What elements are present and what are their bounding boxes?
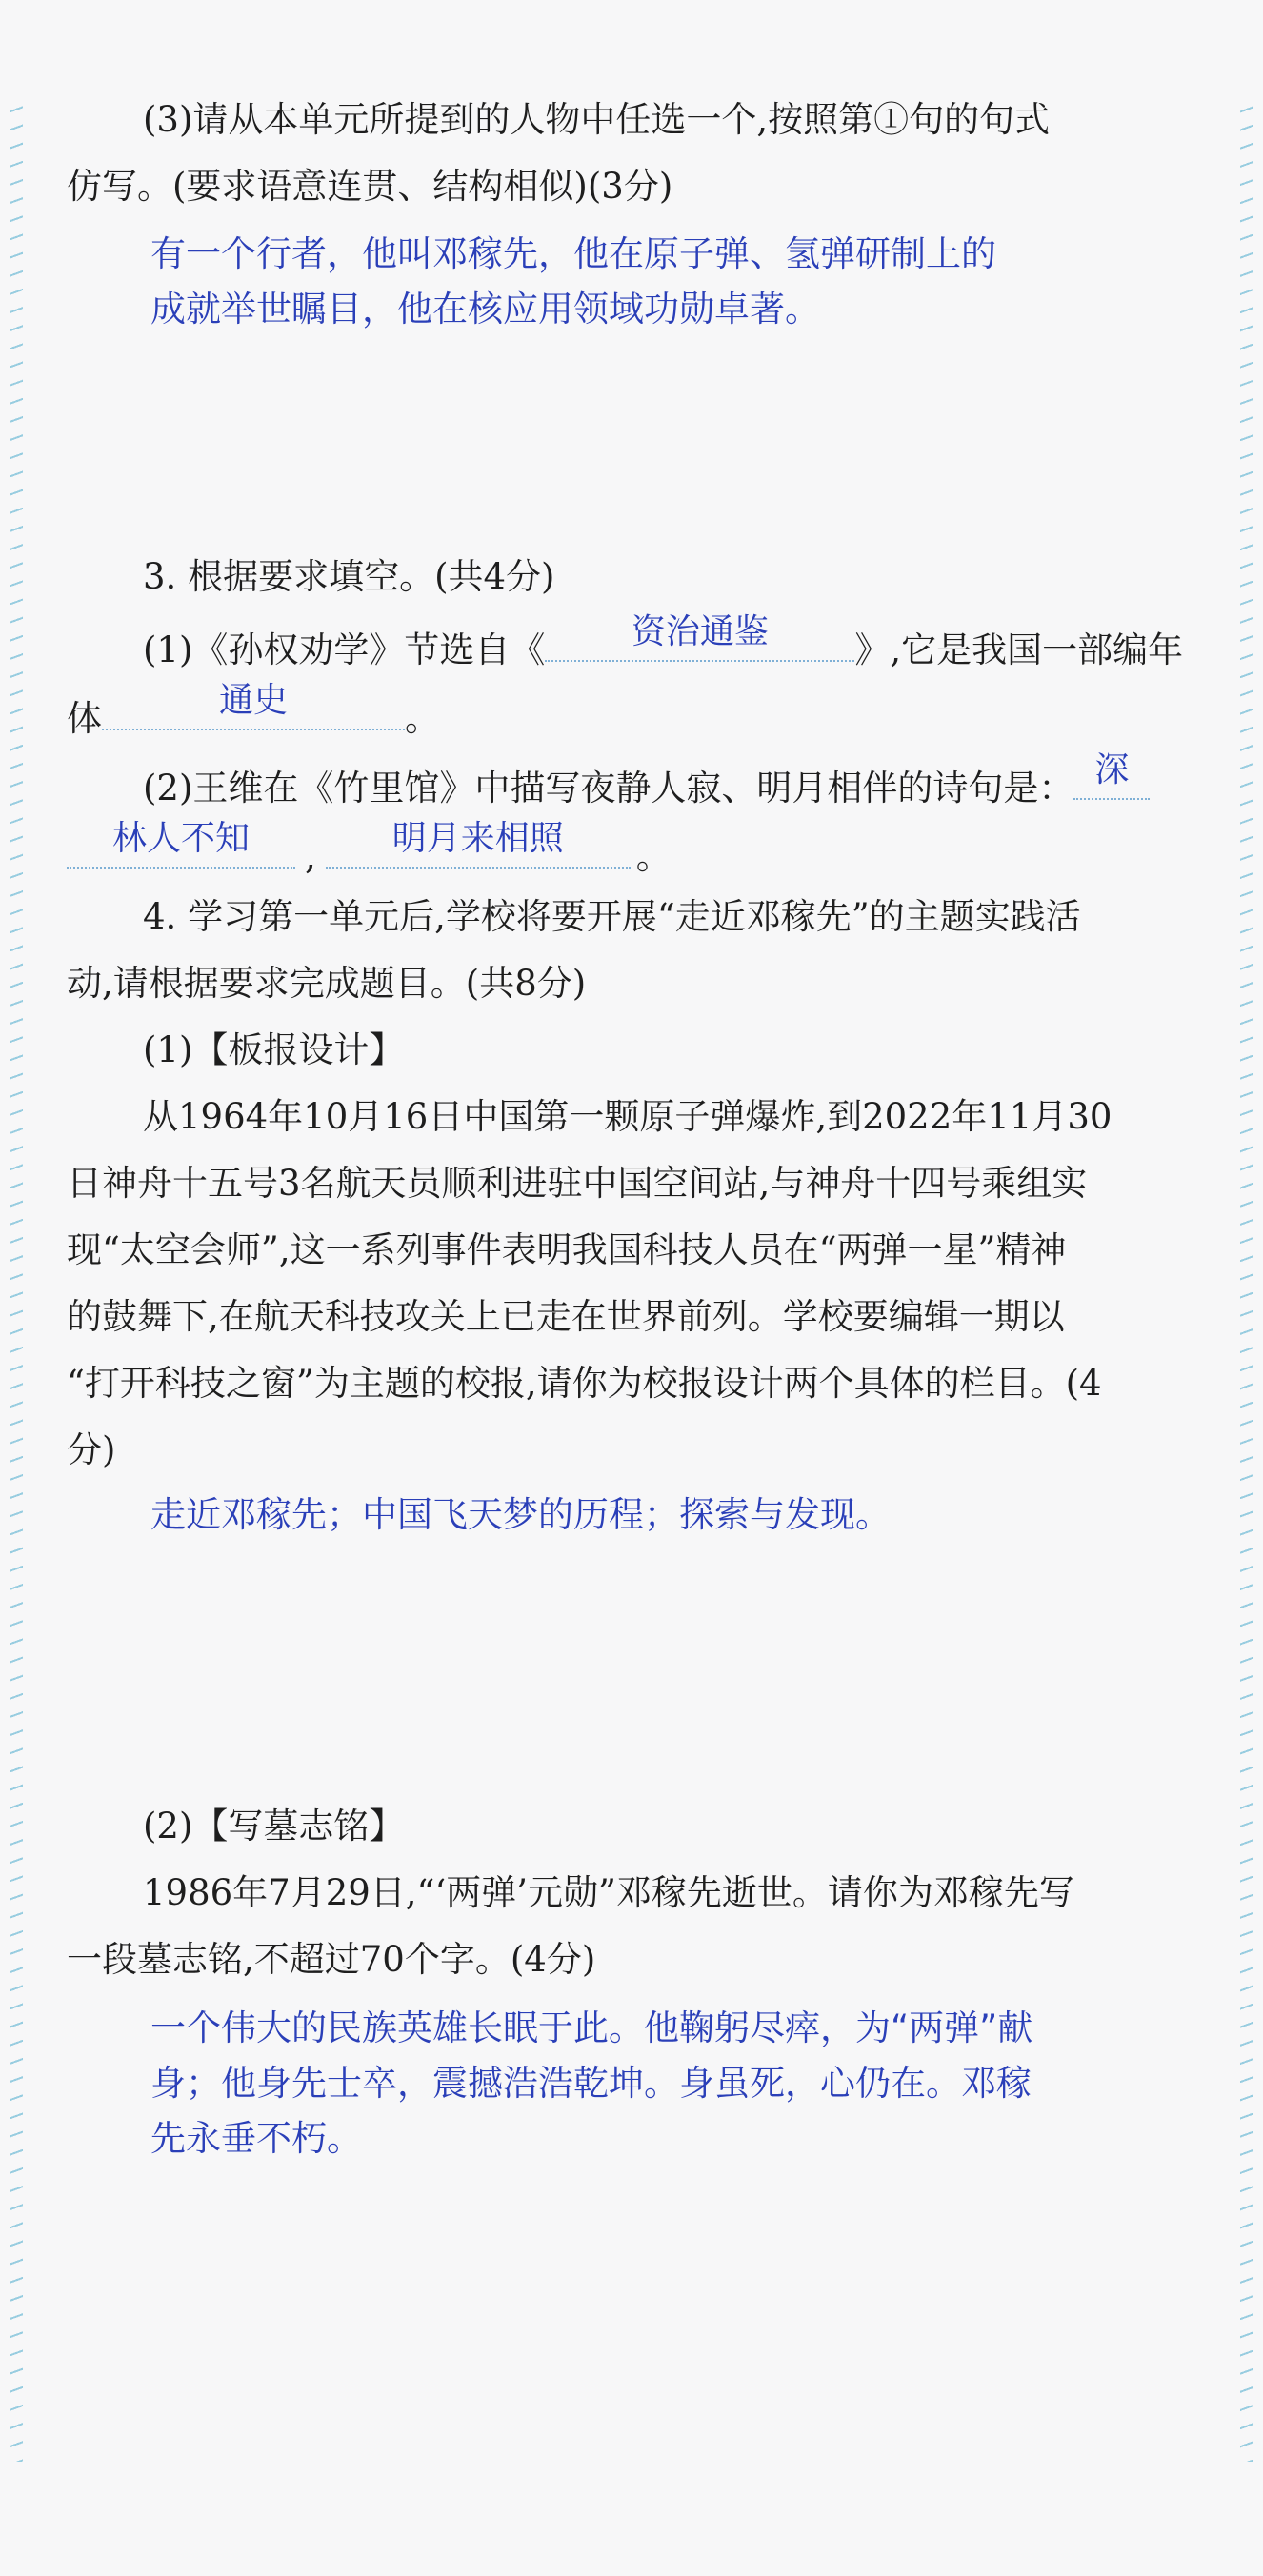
q4-1-text-line: “打开科技之窗”为主题的校报,请你为校报设计两个具体的栏目。(4 <box>67 1363 1102 1404</box>
q3-2-blank-1b-answer: 林人不知 <box>111 819 250 858</box>
q3-2-blank-1b <box>67 819 295 869</box>
q3-1-line2 <box>67 681 1205 741</box>
q3-2-blank-1a-answer: 深 <box>1094 750 1130 789</box>
q4-1-title: (1)【板报设计】 <box>143 1029 405 1070</box>
q3-1-blank-1-answer: 资治通鉴 <box>631 612 769 651</box>
q3-2-end: 。 <box>635 836 672 877</box>
q4-1-text-line: 现“太空会师”,这一系列事件表明我国科技人员在“两弹一星”精神 <box>67 1229 1067 1270</box>
q4-2-text-line: 1986年7月29日,“‘两弹’元勋”邓稼先逝世。请你为邓稼先写 <box>143 1872 1074 1913</box>
q4-title-line2: 动,请根据要求完成题目。(共8分) <box>67 963 587 1004</box>
q3-1-blank-2-answer: 通史 <box>218 681 288 720</box>
q2-3-prompt-line2: 仿写。(要求语意连贯、结构相似)(3分) <box>67 166 673 207</box>
right-decorative-border <box>1240 105 1253 2462</box>
q3-title: 3. 根据要求填空。(共4分) <box>143 556 555 597</box>
q3-2-blank-2-answer: 明月来相照 <box>391 819 564 858</box>
q3-2-blank-2 <box>326 819 631 869</box>
q3-1-text-after: 》,它是我国一部编年 <box>854 629 1184 670</box>
q2-3-answer-line2: 成就举世瞩目，他在核应用领域功勋卓著。 <box>150 289 820 329</box>
q3-1-line1 <box>143 612 1205 672</box>
q3-1-line2-after: 。 <box>405 698 440 739</box>
q4-1-text-line: 日神舟十五号3名航天员顺利进驻中国空间站,与神舟十四号乘组实 <box>67 1163 1088 1204</box>
q3-1-line2-before: 体 <box>67 698 102 739</box>
q4-title-line1: 4. 学习第一单元后,学校将要开展“走近邓稼先”的主题实践活 <box>143 896 1081 937</box>
q3-2-line2 <box>67 819 1205 879</box>
q4-2-answer-line: 身；他身先士卒，震撼浩浩乾坤。身虽死，心仍在。邓稼 <box>150 2063 1032 2104</box>
q4-1-answer: 走近邓稼先；中国飞天梦的历程；探索与发现。 <box>150 1494 891 1535</box>
q3-2-line1 <box>143 750 1205 810</box>
q3-1-text-before: (1)《孙权劝学》节选自《 <box>143 629 546 670</box>
q3-1-blank-2 <box>102 681 405 730</box>
q2-3-answer-line1: 有一个行者，他叫邓稼先，他在原子弹、氢弹研制上的 <box>150 233 996 274</box>
left-decorative-border <box>10 105 23 2462</box>
q3-1-blank-1 <box>545 612 854 662</box>
q3-2-comma: , <box>305 836 316 877</box>
q4-2-answer-line: 一个伟大的民族英雄长眠于此。他鞠躬尽瘁，为“两弹”献 <box>150 2007 1033 2048</box>
q3-2-text-before: (2)王维在《竹里馆》中描写夜静人寂、明月相伴的诗句是： <box>143 768 1074 809</box>
q4-2-text-line: 一段墓志铭,不超过70个字。(4分) <box>67 1939 596 1980</box>
q4-1-text-line: 分) <box>67 1429 116 1470</box>
q4-1-text-line: 从1964年10月16日中国第一颗原子弹爆炸,到2022年11月30 <box>143 1096 1113 1137</box>
q2-3-prompt-line1: (3)请从本单元所提到的人物中任选一个,按照第①句的句式 <box>143 99 1051 140</box>
q4-2-answer-line: 先永垂不朽。 <box>150 2118 362 2159</box>
q3-2-blank-1a <box>1073 750 1150 800</box>
q4-2-title: (2)【写墓志铭】 <box>143 1806 405 1847</box>
q4-1-text-line: 的鼓舞下,在航天科技攻关上已走在世界前列。学校要编辑一期以 <box>67 1296 1065 1337</box>
